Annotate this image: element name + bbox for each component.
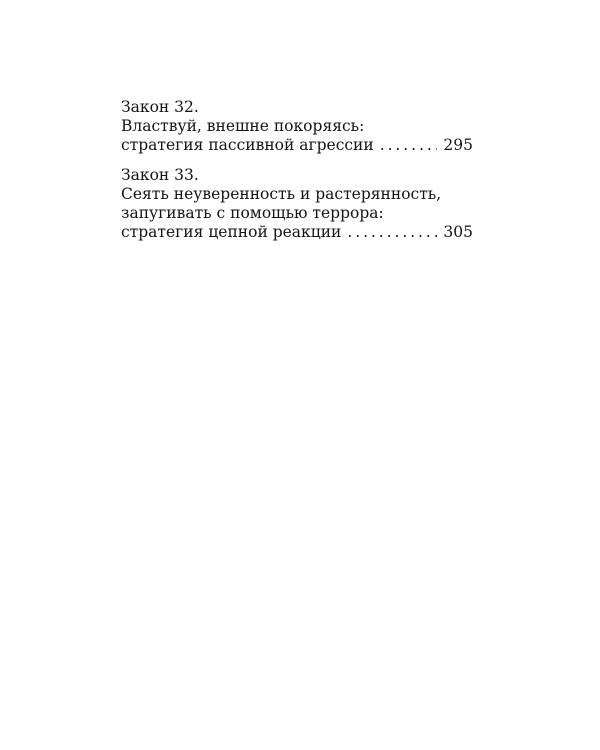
law-number: Закон 33.	[121, 166, 199, 184]
toc-subtitle-row[interactable]	[121, 223, 473, 242]
page-number: 305	[443, 223, 473, 241]
page-number: 295	[443, 136, 473, 154]
table-of-contents	[121, 98, 473, 253]
law-number: Закон 32.	[121, 98, 199, 116]
toc-entry-law-32	[121, 98, 473, 155]
law-title-line: запугивать с помощью террора:	[121, 204, 384, 222]
dot-leader	[347, 223, 437, 242]
law-title-line: Властвуй, внешне покоряясь:	[121, 117, 365, 135]
toc-subtitle-row[interactable]	[121, 136, 473, 155]
toc-entry-law-33	[121, 166, 473, 242]
law-subtitle: стратегия пассивной агрессии	[121, 136, 374, 154]
law-title-line: Сеять неуверенность и растерянность,	[121, 185, 442, 203]
law-subtitle: стратегия цепной реакции	[121, 223, 342, 241]
dot-leader	[380, 136, 438, 155]
